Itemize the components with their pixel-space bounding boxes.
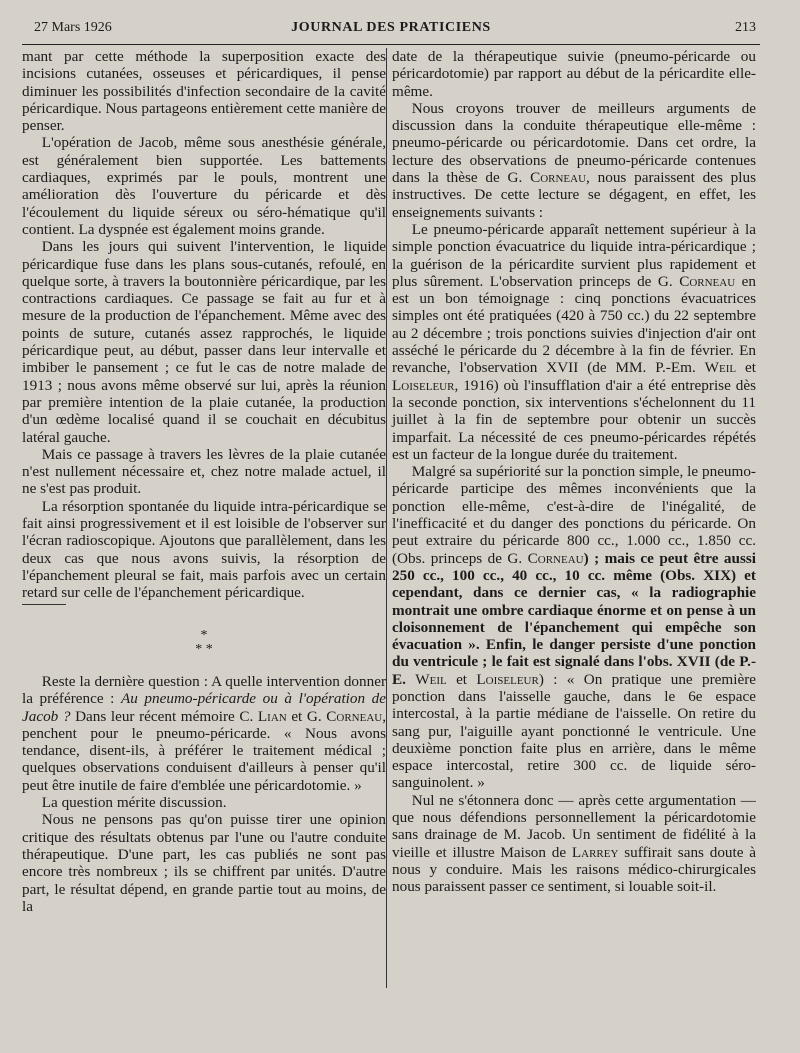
text-run: ) : « On pratique une première ponction dans l'aisselle gauche, dans le 6e espace intercostal, à la partie médiane de l'aisselle. On retire du sang pur, l'aiguille ayant ponctionné le ventricule. Une deuxième ponction faite plus en arrière, dans le même espace intercostal, retire 300 cc. de liquide séro-sanguinolent. » (392, 670, 756, 792)
text-run: Malgré sa supériorité sur la ponction simple, le pneumo-péricarde participe des mêmes inconvénients que la ponction elle-même, c'est-à-dire de l'inégalité, de l'inefficacité et du danger des ponctions du péricarde. On peut extraire du péricarde 800 cc., 1.000 cc., 1.850 cc. (Obs. princeps de G. (392, 463, 756, 567)
text-run: Nul ne s'étonnera donc — après cette argumentation — que nous défendions personnellement la péricardotomie sans drainage de M. Jacob. Un sentiment de fidélité à la vieille et illustre Maison de (392, 791, 756, 861)
section-separator-asterism (22, 629, 386, 657)
text-run: , 1916) où l'insufflation d'air a été entreprise dès la seconde ponction, six interventions s'échelonnent du 11 juillet à la fin de septembre pour obtenir un succès imparfait. La nécessité de ces pneumo-péricardes répétés est un facteur de la longue durée du traitement. (392, 376, 756, 463)
page-header (22, 14, 760, 45)
left-column (22, 48, 386, 915)
text-run: Le pneumo-péricarde apparaît nettement supérieur à la simple ponction évacuatrice du liquide intra-péricardique ; la guérison de la péricardite survient plus rapidement et plus sûrement. L'observation princeps de G. (392, 220, 756, 290)
text-run: , penchent pour le pneumo-péricarde. « Nous avons tendance, disent-ils, à préférer le traitement médical ; quelques observations conduisent d'ailleurs à penser qu'il peut être inutile de faire d'emblée une péricardotomie. » (22, 707, 387, 794)
author-name: Corneau (326, 707, 383, 725)
asterism-bottom: * * (195, 642, 213, 657)
text-run: et (446, 670, 477, 688)
text-run: et G. (286, 707, 327, 725)
author-name: Corneau (527, 549, 584, 567)
paragraph: Nous ne pensons pas qu'on puisse tirer une opinion critique des résultats obtenus par l'une ou l'autre conduite thérapeutique. D'une part, les cas publiés ne sont pas encore très nombreux ; ils se chiffrent par unités. D'autre part, le résultat dépend, en grande partie tout au moins, de la (22, 811, 386, 915)
page-number: 213 (735, 20, 756, 35)
author-name: Loiseleur (392, 376, 455, 394)
text-run-bold: ) ; mais ce peut être aussi 250 cc., 100 cc., 40 cc., 10 cc. même (Obs. XIX) et cependant, dans ce dernier cas, « la radiographie montrait une ombre cardiaque énorme et on pense à un cloisonnement de l'épanchement qui empêche son évacuation ». Enfin, le danger persiste d'une ponction du ventricule ; le fait est signalé dans l'obs. XVII (de P.-E. (392, 549, 756, 688)
paragraph: L'opération de Jacob, même sous anesthésie générale, est généralement bien supportée. Les battements cardiaques, exprimés par le pouls, montrent une amélioration dès l'ouverture du péricarde et dès l'écoulement du liquide séreux ou séro-hématique qu'il contient. La dyspnée est également moins grande. (22, 134, 386, 238)
paragraph: date de la thérapeutique suivie (pneumo-péricarde ou péricardotomie) par rapport au début de la péricardite elle-même. (392, 48, 756, 100)
author-name: Corneau (679, 272, 736, 290)
author-name: Larrey (571, 843, 619, 861)
header-date: 27 Mars 1926 (34, 20, 112, 35)
text-run: suffirait sans doute à nous y conduire. Mais les raisons médico-chirurgicales nous paraissent passer ce sentiment, si louable soit-il. (392, 843, 756, 896)
journal-title: JOURNAL DES PRATICIENS (291, 20, 491, 35)
author-name: Weil (415, 670, 447, 688)
author-name: Weil (704, 359, 737, 377)
author-name: Lian (257, 707, 287, 725)
column-divider (386, 48, 387, 988)
paragraph (392, 221, 756, 463)
paragraph (392, 463, 756, 792)
paragraph (392, 100, 756, 221)
text-run: Nous croyons trouver de meilleurs arguments de discussion dans la conduite thérapeutique elle-même : pneumo-péricarde ou péricardotomie. Dans cet ordre, la lecture des observations de pneumo-péricarde contenues dans la thèse de G. (392, 99, 756, 187)
paragraph: La question mérite discussion. (41, 794, 227, 812)
right-column (392, 48, 756, 896)
paragraph (392, 792, 756, 896)
paragraph (22, 673, 386, 794)
text-run: en est un bon témoignage : cinq ponctions évacuatrices simples ont été pratiquées (420 à 750 cc.) du 22 septembre au 2 décembre ; trois ponctions suivies d'injection d'air ont asséché le péricarde du 2 décembre à la fin de février. En revanche, l'observation XVII (de MM. P.-Em. (392, 272, 756, 377)
text-run: , nous paraissent des plus instructives. De cette lecture se dégagent, en effet, les enseignements suivants : (392, 169, 756, 221)
author-name: Loiseleur (476, 670, 539, 688)
paragraph: mant par cette méthode la superposition exacte des incisions cutanées, osseuses et péricardiques, il pense diminuer les possibilités d'infection secondaire de la cavité péricardique. Nous partageons entièrement cette manière de penser. (22, 48, 386, 135)
paragraph: Dans les jours qui suivent l'intervention, le liquide péricardique fuse dans les plans sous-cutanés, refoulé, en quelque sorte, à travers la boutonnière péricardique, par les contractions cardiaques. Ce passage se fait au fur et à mesure de la production de l'épanchement. Même avec des points de suture, cutanés assez rapprochés, le liquide péricardique peut, au début, passer dans leur intervalle et imbiber le pansement ; ce fut le cas de notre malade de 1913 ; nous avons même observé sur lui, après la réunion par première intention de la plaie cutanée, la production d'un œdème localisé quand il se couchait en décubitus latéral gauche. (22, 238, 386, 446)
short-divider (22, 604, 66, 606)
paragraph: La résorption spontanée du liquide intra-péricardique se fait ainsi progressivement et il est loisible de l'observer sur l'écran radioscopique. Ajoutons que parallèlement, dans les deux cas que nous avons suivis, la résorption de l'épanchement pleural se fait, mais parfois avec un certain retard sur celle de l'épanchement péricardique. (22, 497, 386, 602)
text-run: et (736, 359, 756, 377)
text-run: Dans leur récent mémoire C. (70, 707, 258, 725)
asterism-top: * (200, 628, 208, 643)
text-run: Reste la dernière question : A quelle intervention donner la préférence : (22, 673, 386, 708)
author-name: Corneau (530, 169, 587, 187)
italic-question: Au pneumo-péricarde ou à l'opération de Jacob ? (22, 690, 387, 725)
paragraph: Mais ce passage à travers les lèvres de la plaie cutanée n'est nullement nécessaire et, chez notre malade actuel, il ne s'est pas produit. (22, 445, 386, 498)
